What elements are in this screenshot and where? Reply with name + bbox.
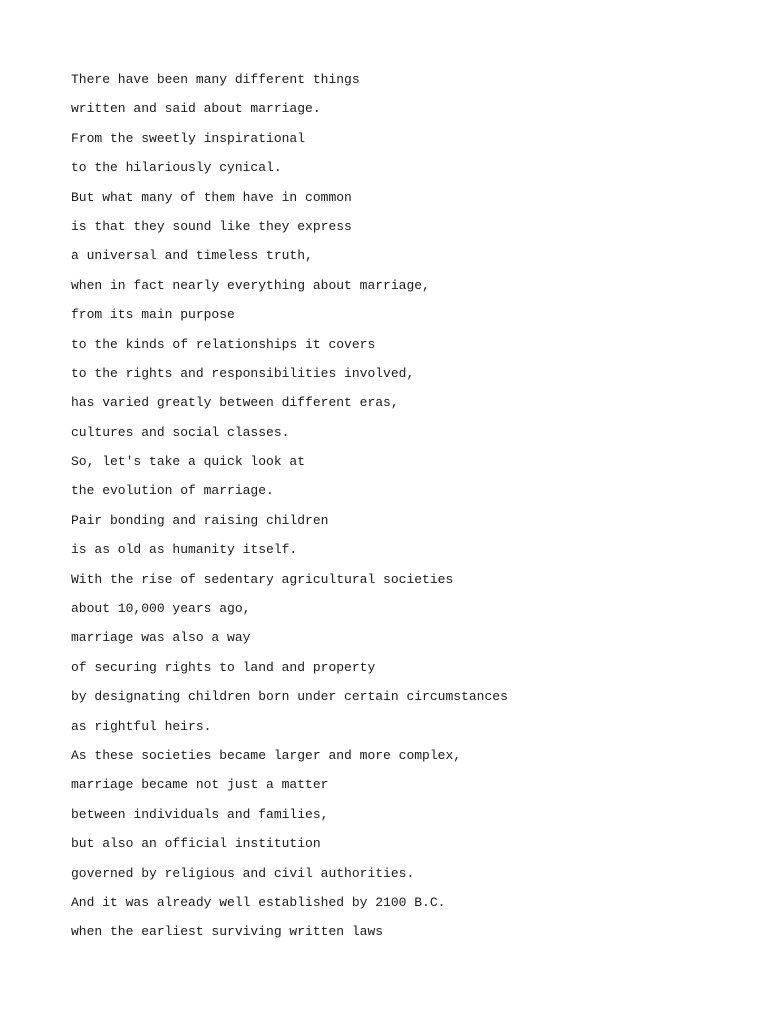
text-line: to the hilariously cynical. xyxy=(71,160,282,176)
text-line: the evolution of marriage. xyxy=(71,483,274,499)
text-line: about 10,000 years ago, xyxy=(71,601,251,617)
text-line: As these societies became larger and more complex, xyxy=(71,747,462,763)
text-line: marriage was also a way xyxy=(71,630,251,646)
text-line: cultures and social classes. xyxy=(71,424,290,440)
text-line: written and said about marriage. xyxy=(71,101,321,117)
text-line: a universal and timeless truth, xyxy=(71,248,313,264)
text-line: is that they sound like they express xyxy=(71,218,352,234)
text-line: From the sweetly inspirational xyxy=(71,130,306,146)
text-line: And it was already well established by 2100 B.C. xyxy=(71,894,446,910)
text-line: to the kinds of relationships it covers xyxy=(71,336,376,352)
text-line: of securing rights to land and property xyxy=(71,659,376,675)
transcript-text xyxy=(71,70,508,952)
text-line: from its main purpose xyxy=(71,307,235,323)
text-line: governed by religious and civil authorities. xyxy=(71,865,415,881)
text-line: to the rights and responsibilities involved, xyxy=(71,365,415,381)
text-line: by designating children born under certain circumstances xyxy=(71,689,508,705)
text-line: But what many of them have in common xyxy=(71,189,352,205)
text-line: is as old as humanity itself. xyxy=(71,542,298,558)
text-line: So, let's take a quick look at xyxy=(71,454,306,470)
text-line: There have been many different things xyxy=(71,72,360,87)
text-line: when the earliest surviving written laws xyxy=(71,924,384,940)
text-line: when in fact nearly everything about marriage, xyxy=(71,277,430,293)
text-line: With the rise of sedentary agricultural societies xyxy=(71,571,454,587)
text-line: but also an official institution xyxy=(71,836,321,852)
text-line: marriage became not just a matter xyxy=(71,777,329,793)
text-line: has varied greatly between different eras, xyxy=(71,395,399,411)
text-line: Pair bonding and raising children xyxy=(71,512,329,528)
text-line: between individuals and families, xyxy=(71,806,329,822)
text-line: as rightful heirs. xyxy=(71,718,212,734)
